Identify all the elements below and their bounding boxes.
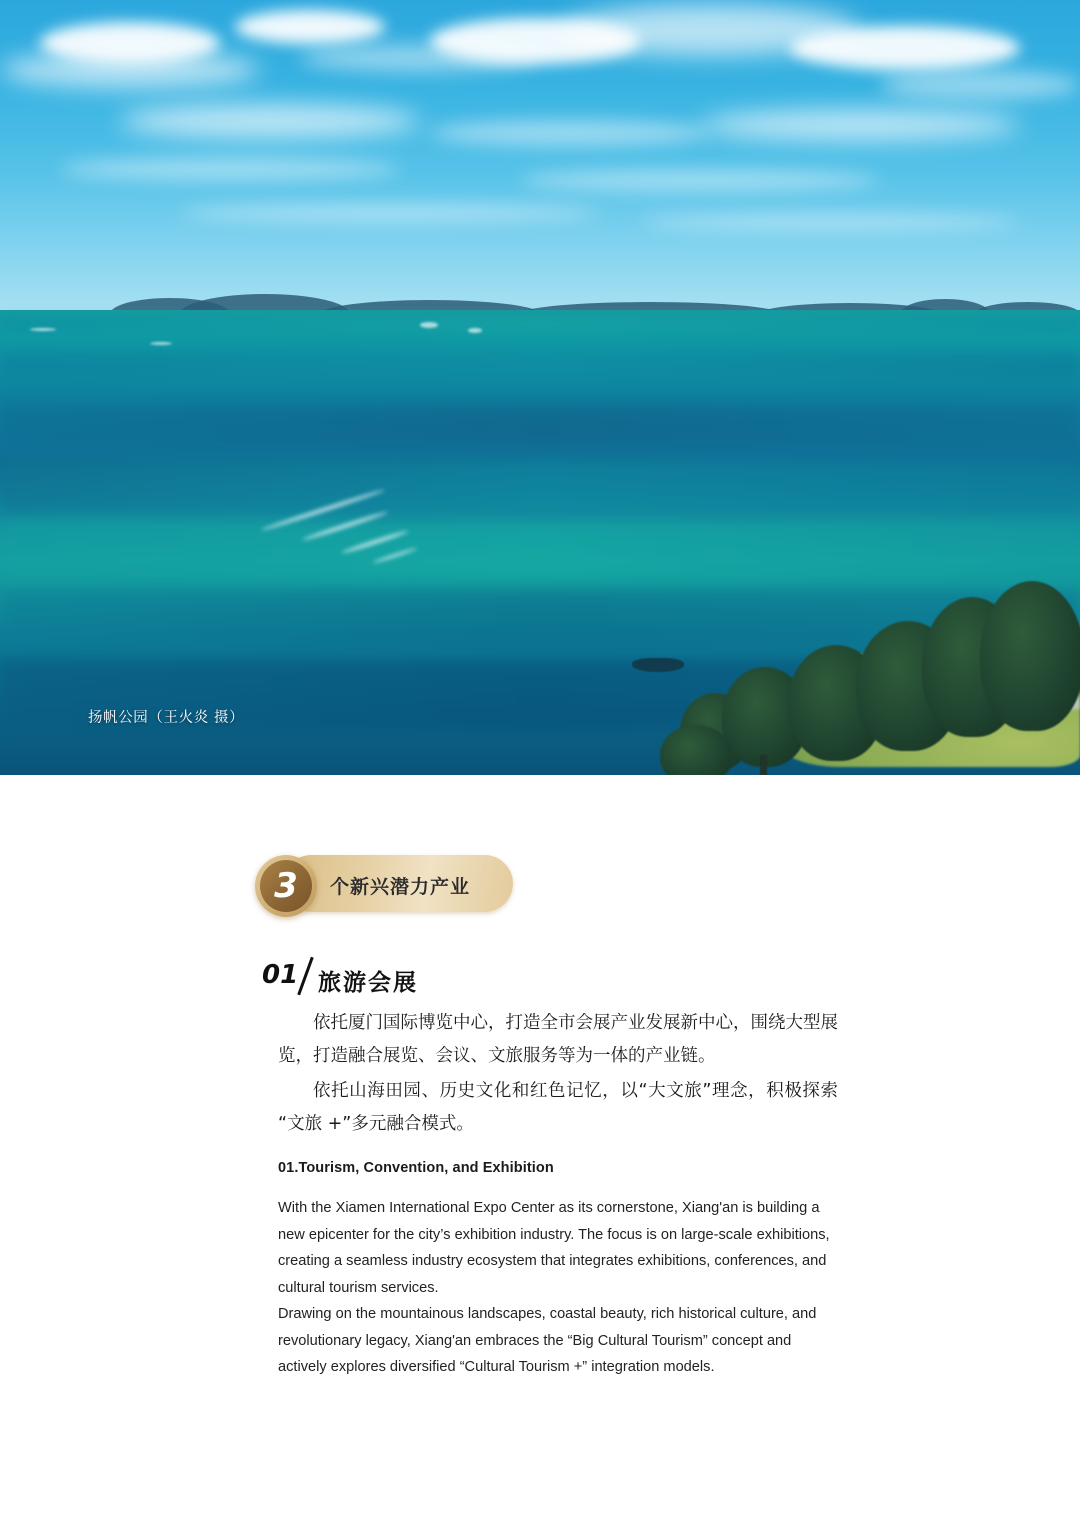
chinese-paragraph: 依托厦门国际博览中心，打造全市会展产业发展新中心，围绕大型展览，打造融合展览、会议、文旅服务等为一体的产业链。 xyxy=(278,1013,838,1066)
section-heading xyxy=(262,958,862,1002)
english-body xyxy=(278,1195,840,1381)
section-title-cn: 旅游会展 xyxy=(318,970,418,996)
badge-label: 个新兴潜力产业 xyxy=(330,876,471,898)
cloud-icon xyxy=(520,170,880,190)
industry-count-badge xyxy=(255,855,513,917)
cloud-icon xyxy=(0,52,260,88)
cloud-icon xyxy=(700,110,1020,140)
content-area xyxy=(0,775,1080,1524)
photo-caption: 扬帆公园（王火炎 摄） xyxy=(88,710,245,726)
cloud-icon xyxy=(640,215,1020,229)
cloud-icon xyxy=(790,26,1020,70)
cloud-icon xyxy=(235,10,385,44)
english-paragraph: With the Xiamen International Expo Center as its cornerstone, Xiang'an is building a new epicenter for the city’s exhibition industry. The focus is on large-scale exhibitions, creating a seamless industry ecosystem that integrates exhibitions, conferences, and cultural tourism services. xyxy=(278,1200,830,1296)
slash-divider-icon xyxy=(297,957,313,995)
english-paragraph: Drawing on the mountainous landscapes, coastal beauty, rich historical culture, and revolutionary legacy, Xiang'an embraces the “Big Cultural Tourism” concept and actively explores diversified “Cultural Tourism +” integration models. xyxy=(278,1306,817,1375)
cloud-icon xyxy=(120,104,420,138)
shoreline xyxy=(660,575,1080,775)
chinese-body xyxy=(278,1007,838,1143)
cloud-icon xyxy=(60,158,400,180)
section-number: 01 xyxy=(262,960,299,990)
cloud-icon xyxy=(880,70,1080,100)
badge-number: 3 xyxy=(274,866,298,906)
section-title-en: 01.Tourism, Convention, and Exhibition xyxy=(278,1160,554,1176)
chinese-paragraph: 依托山海田园、历史文化和红色记忆，以“大文旅”理念，积极探索“文旅 +”多元融合模式。 xyxy=(278,1081,838,1134)
cloud-icon xyxy=(180,205,600,221)
cloud-icon xyxy=(430,120,710,146)
